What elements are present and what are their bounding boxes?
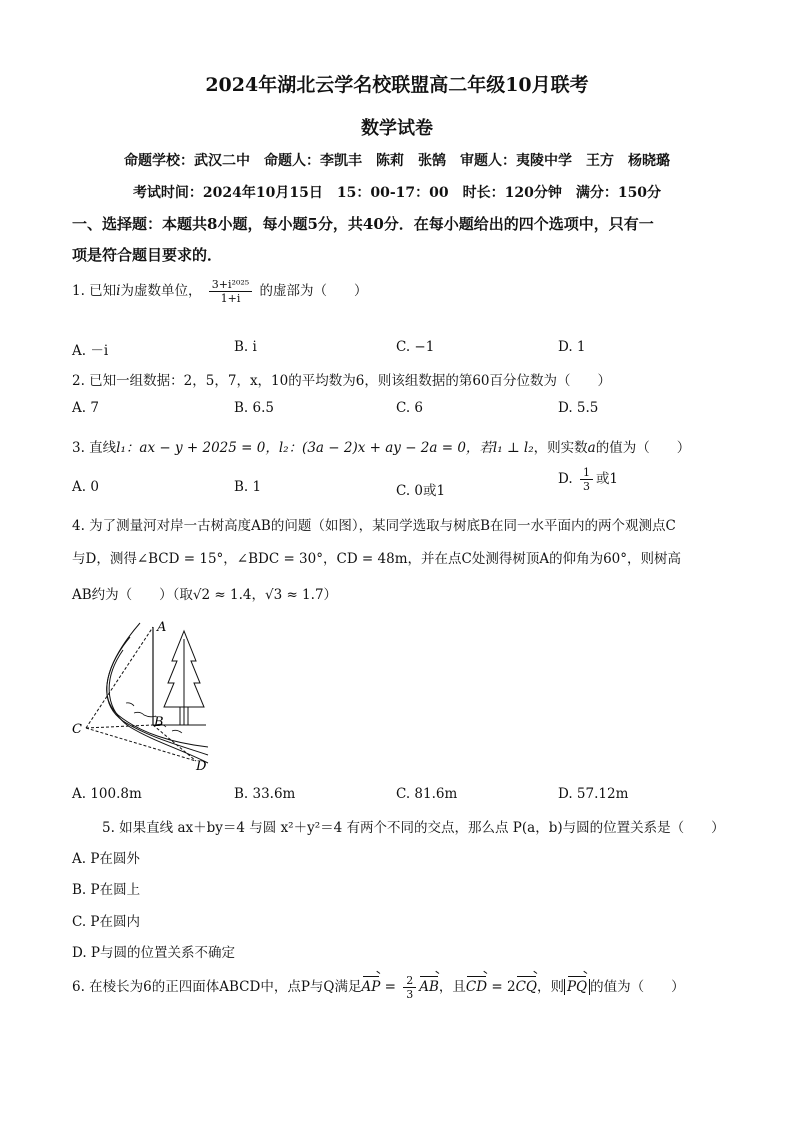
q4-option-c: C. 81.6m xyxy=(396,786,458,802)
q3-option-b: B. 1 xyxy=(234,479,262,495)
q5-option-a: A. P在圆外 xyxy=(72,851,140,867)
q4-option-a: A. 100.8m xyxy=(72,786,142,802)
authors-line: 命题学校：武汉二中 命题人：李凯丰 陈莉 张鹄 审题人：夷陵中学 王方 杨晓璐 xyxy=(124,153,670,169)
q1-stem-b: 为虚数单位， xyxy=(120,283,202,299)
q3-l2: l₂ xyxy=(278,440,289,456)
q3-perp: l₁ ⊥ l₂ xyxy=(492,440,534,456)
q6-eq-b: = 2 xyxy=(487,979,516,995)
q2-option-b: B. 6.5 xyxy=(234,400,274,416)
q1-option-b: B. i xyxy=(234,339,257,355)
river-bank-middle xyxy=(107,637,208,755)
q6-stem-a: 6. 在棱长为6的正四面体ABCD中，点P与Q满足 xyxy=(72,979,362,995)
q6-fraction xyxy=(403,974,416,1001)
q2-option-a: A. 7 xyxy=(72,400,99,416)
question-4-line1: 4. 为了测量河对岸一古树高度AB的问题（如图），某同学选取与树底B在同一水平面内的两个观测点C xyxy=(72,518,676,534)
q1-stem-c: 的虚部为（ ） xyxy=(259,283,368,299)
q1-fraction xyxy=(209,278,252,305)
question-4-line2: 与D，测得∠BCD = 15°，∠BDC = 30°，CD = 48m，并在点C处测得树顶A的仰角为60°，则树高 xyxy=(72,551,682,567)
q3-eq1: ：ax − y + 2025 = 0， xyxy=(125,440,279,456)
q1-option-a: A. －i xyxy=(72,343,109,359)
tree-river-figure xyxy=(68,615,228,775)
exam-title: 2024年湖北云学名校联盟高二年级10月联考 xyxy=(205,74,589,96)
q5-option-c: C. P在圆内 xyxy=(72,914,141,930)
question-6 xyxy=(72,974,685,1001)
question-5: 5. 如果直线 ax＋by＝4 与圆 x²＋y²＝4 有两个不同的交点，那么点 P(a，b)与圆的位置关系是（ ） xyxy=(102,820,725,836)
q3-optd-num: 1 xyxy=(580,466,593,480)
q6-vector-cq: CQ xyxy=(515,979,537,995)
q3-option-c: C. 0或1 xyxy=(396,483,446,499)
q4-option-d: D. 57.12m xyxy=(558,786,629,802)
q1-frac-num: 3+i²⁰²⁵ xyxy=(209,278,252,292)
q2-option-c: C. 6 xyxy=(396,400,424,416)
label-d: D xyxy=(196,759,207,774)
section-heading-line1: 一、选择题：本题共8小题，每小题5分，共40分．在每小题给出的四个选项中，只有一 xyxy=(72,215,654,233)
q3-option-a: A. 0 xyxy=(72,479,99,495)
q6-frac-num: 2 xyxy=(403,974,416,988)
question-2: 2. 已知一组数据：2，5，7，x，10的平均数为6，则该组数据的第60百分位数为（ ） xyxy=(72,373,611,389)
q5-option-d: D. P与圆的位置关系不确定 xyxy=(72,945,236,961)
q6-stem-b: ，且 xyxy=(438,979,466,995)
label-a: A xyxy=(157,620,167,635)
q1-i-symbol: i xyxy=(116,283,121,299)
q6-vector-ap: AP xyxy=(361,979,381,995)
q3-stem-a: 3. 直线 xyxy=(72,440,117,456)
q6-vector-ab: AB xyxy=(419,979,439,995)
q5-option-b: B. P在圆上 xyxy=(72,882,141,898)
q6-stem-d: 的值为（ ） xyxy=(590,979,685,995)
q4-option-b: B. 33.6m xyxy=(234,786,296,802)
subject-title: 数学试卷 xyxy=(361,118,433,139)
section-heading-line2: 项是符合题目要求的． xyxy=(72,246,223,264)
q3-optd-suffix: 或1 xyxy=(595,471,619,487)
line-cb xyxy=(86,725,153,728)
q6-eq-a: = xyxy=(380,979,401,995)
q6-vector-cd: CD xyxy=(465,979,488,995)
q1-option-c: C. −1 xyxy=(396,339,435,355)
q1-stem-a: 1. 已知 xyxy=(72,283,117,299)
q3-stem-c: 的值为（ ） xyxy=(595,440,691,456)
q3-option-d xyxy=(558,466,618,493)
q6-stem-c: ，则 xyxy=(536,979,564,995)
question-4-line3: AB约为（ ）（取√2 ≈ 1.4，√3 ≈ 1.7） xyxy=(72,587,338,603)
q1-frac-den: 1+i xyxy=(220,292,241,305)
label-b: B xyxy=(154,715,164,730)
label-c: C xyxy=(72,722,82,737)
q3-optd-prefix: D. xyxy=(558,471,573,487)
q6-magnitude xyxy=(564,979,590,995)
question-3 xyxy=(72,436,690,456)
q3-l1: l₁ xyxy=(116,440,126,456)
line-ca xyxy=(86,627,153,728)
question-1 xyxy=(72,278,367,305)
q1-option-d: D. 1 xyxy=(558,339,586,355)
q6-frac-den: 3 xyxy=(406,988,414,1001)
q3-optd-fraction xyxy=(580,466,593,493)
q3-eq2: ：(3a − 2)x + ay − 2a = 0，若 xyxy=(288,440,493,456)
exam-info-line: 考试时间：2024年10月15日 15：00-17：00 时长：120分钟 满分：150分 xyxy=(132,185,662,201)
q3-optd-den: 3 xyxy=(582,480,590,493)
q6-vector-pq: PQ xyxy=(566,979,588,995)
q3-a-symbol: a xyxy=(587,440,596,456)
q3-stem-b: ，则实数 xyxy=(533,440,588,456)
q2-option-d: D. 5.5 xyxy=(558,400,599,416)
